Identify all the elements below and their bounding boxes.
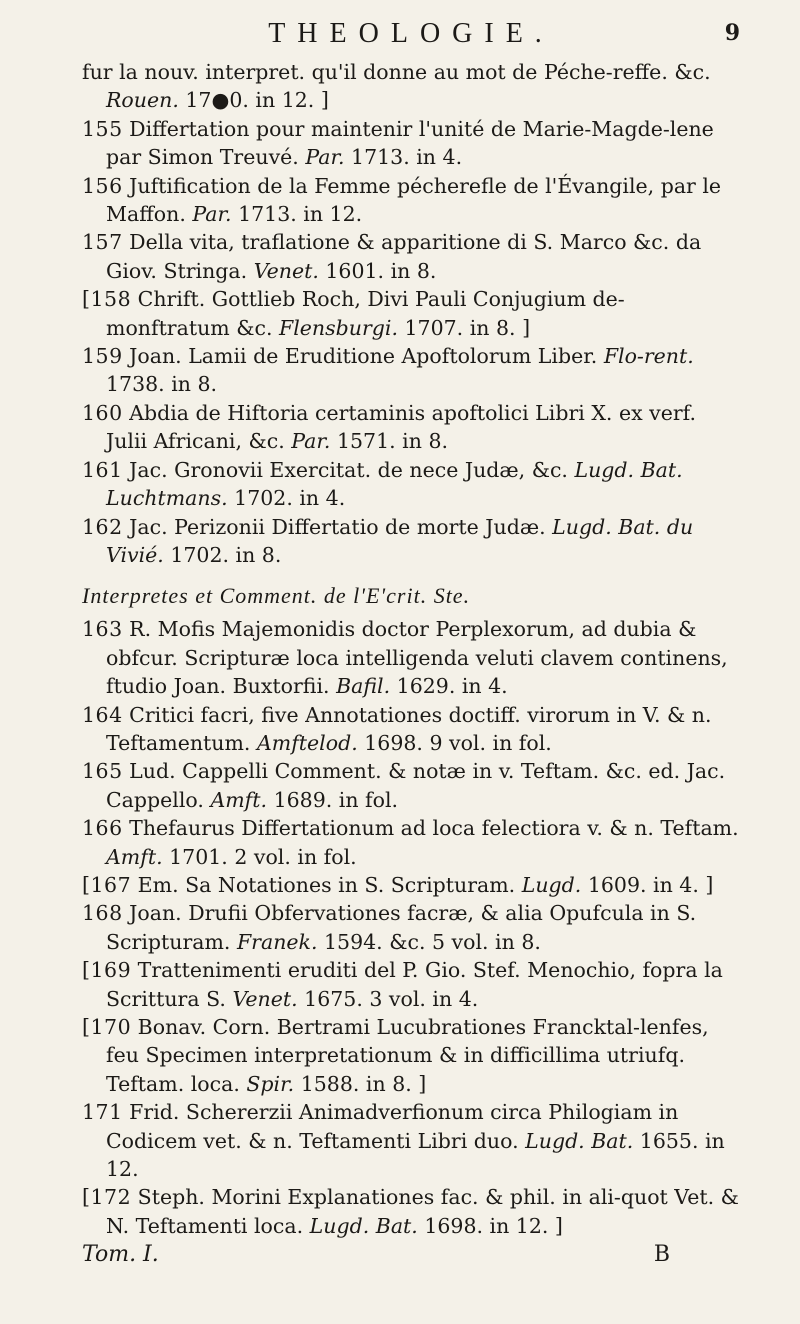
section-heading: Interpretes et Comment. de l'E'crit. Ste. (82, 583, 471, 609)
entry-imprint: 1609. in 4. ] (587, 872, 714, 897)
entry-number: [169 (82, 958, 132, 983)
entry-text: Juftification de la Femme pécherefle de l'Évangile, par le Maffon. (106, 173, 722, 227)
catalogue-entry (82, 172, 740, 229)
catalogue-entry (82, 1098, 740, 1183)
entry-imprint: 1698. 9 vol. in fol. (364, 730, 552, 755)
entry-place: Lugd. Bat. (309, 1213, 418, 1238)
entry-text: Della vita, traflatione & apparitione di S. Marco &c. da Giov. Stringa. (106, 230, 702, 283)
entry-place: Lugd. Bat. (525, 1128, 634, 1153)
catalogue-entry (82, 1183, 740, 1240)
entry-number: 161 (82, 457, 123, 482)
catalogue-entry (82, 58, 740, 115)
entry-number: 163 (82, 617, 123, 642)
entry-place: Par. (291, 429, 331, 454)
entry-place: Amft. (210, 787, 268, 812)
catalogue-entry (82, 456, 740, 513)
entry-text: Lud. Cappelli Comment. & notæ in v. Teftam. &c. ed. Jac. Cappello. (106, 759, 726, 812)
entry-text: Abdia de Hiftoria certaminis apoftolici Libri X. ex verf. Julii Africani, &c. (106, 400, 697, 454)
entry-place: Amft. (106, 844, 163, 869)
entry-imprint: 17●0. in 12. ] (185, 88, 329, 113)
entry-number: [167 (82, 872, 132, 897)
entry-list-bottom (82, 615, 740, 1240)
catalogue-entry (82, 115, 740, 172)
entry-number: 156 (82, 173, 123, 198)
entry-imprint: 1588. in 8. ] (300, 1071, 427, 1096)
entry-text: Chrift. Gottlieb Roch, Divi Pauli Conjugium de-monftratum &c. (106, 287, 625, 340)
entry-place: Amftelod. (256, 730, 358, 755)
catalogue-entry (82, 615, 740, 700)
catalogue-entry (82, 1013, 740, 1098)
catalogue-entry (82, 814, 740, 871)
entry-place: Lugd. (521, 872, 582, 897)
entry-text: fur la nouv. interpret. qu'il donne au mot de Péche-reffe. &c. (82, 60, 711, 84)
entry-text: Steph. Morini Explanationes fac. & phil. in ali-quot Vet. & N. Teftamenti loca. (106, 1185, 739, 1238)
entry-imprint: 1702. in 4. (234, 486, 346, 511)
catalogue-entry (82, 513, 740, 570)
entry-imprint: 1675. 3 vol. in 4. (304, 986, 479, 1011)
catalogue-entry (82, 701, 740, 758)
entry-imprint: 1713. in 4. (351, 145, 463, 170)
catalogue-entry (82, 899, 740, 956)
entry-number: 162 (82, 514, 123, 539)
entry-imprint: 1713. in 12. (238, 202, 363, 227)
entry-place: Flo-rent. (603, 344, 694, 369)
catalogue-entry (82, 956, 740, 1013)
entry-text: R. Mofis Majemonidis doctor Perplexorum, ad dubia & obfcur. Scripturæ loca intelligenda veluti clavem continens, ftudio Joan. Buxtorfii. (106, 617, 728, 699)
entry-imprint: 1594. &c. 5 vol. in 8. (324, 929, 541, 954)
entry-imprint: 1689. in fol. (273, 787, 399, 812)
entry-place: Franek. (236, 929, 318, 954)
catalogue-entry (82, 757, 740, 814)
entry-place: Rouen. (106, 88, 179, 113)
entry-text: Joan. Drufii Obfervationes facræ, & alia Opufcula in S. Scripturam. (106, 901, 697, 954)
entry-imprint: 1655. in 12. (106, 1128, 725, 1182)
entry-number: [158 (82, 287, 132, 312)
entry-number: 166 (82, 816, 123, 841)
entry-number: 159 (82, 344, 123, 369)
entry-place: Flensburgi. (279, 315, 398, 340)
entry-text: Jac. Perizonii Differtatio de morte Judæ. (129, 514, 546, 539)
running-title: THEOLOGIE. (268, 18, 554, 49)
entry-number: 157 (82, 230, 123, 255)
running-head (82, 18, 740, 58)
entry-number: 164 (82, 702, 123, 727)
volume-mark: Tom. I. (82, 1242, 159, 1268)
entry-place: Spir. (246, 1071, 295, 1096)
entry-text: Jac. Gronovii Exercitat. de nece Judæ, &c. (129, 457, 568, 482)
entry-place: Par. (192, 202, 232, 227)
entry-number: [170 (82, 1015, 132, 1039)
entry-imprint: 1707. in 8. ] (404, 315, 531, 340)
entry-number: 165 (82, 759, 123, 784)
catalogue-entry (82, 871, 740, 899)
catalogue-entry (82, 399, 740, 456)
entry-number: [172 (82, 1185, 132, 1210)
page-number: 9 (724, 20, 740, 46)
catalogue-entry (82, 342, 740, 399)
entry-number: 155 (82, 116, 123, 141)
entry-list-top (82, 58, 740, 569)
entry-text: Trattenimenti eruditi del P. Gio. Stef. Menochio, fopra la Scrittura S. (106, 958, 723, 1011)
catalogue-entry (82, 285, 740, 342)
entry-place: Bafil. (336, 674, 391, 699)
entry-imprint: 1629. in 4. (396, 674, 508, 699)
entry-imprint: 1571. in 8. (336, 429, 449, 454)
entry-number: 171 (82, 1100, 123, 1125)
entry-text: Frid. Schererzii Animadverfionum circa Philogiam in Codicem vet. & n. Teftamenti Libri duo. (106, 1100, 679, 1153)
entry-imprint: 1738. in 8. (106, 372, 218, 397)
entry-number: 160 (82, 400, 123, 425)
entry-text: Differtation pour maintenir l'unité de Marie-Magde-lene par Simon Treuvé. (106, 116, 714, 170)
entry-place: Par. (305, 145, 345, 170)
entry-text: Joan. Lamii de Eruditione Apoftolorum Liber. (129, 344, 598, 369)
entry-text: Em. Sa Notationes in S. Scripturam. (137, 872, 516, 897)
entry-place: Lugd. Bat. Luchtmans. (106, 457, 683, 511)
entry-imprint: 1702. in 8. (170, 542, 282, 567)
catalogue-entry (82, 228, 740, 285)
entry-imprint: 1701. 2 vol. in fol. (169, 844, 357, 869)
entry-imprint: 1698. in 12. ] (424, 1213, 563, 1238)
entry-place: Venet. (232, 986, 298, 1011)
entry-number: 168 (82, 901, 123, 926)
entry-text: Bonav. Corn. Bertrami Lucubrationes Francktal-lenfes, feu Specimen interpretationum & in difficillima utriufq. Teftam. loca. (106, 1015, 709, 1096)
entry-text: Thefaurus Differtationum ad loca felectiora v. & n. Teftam. (129, 816, 739, 841)
entry-text: Critici facri, five Annotationes doctiff. virorum in V. & n. Teftamentum. (106, 702, 712, 755)
signature-mark: B (653, 1242, 670, 1268)
page-footer (82, 1242, 740, 1270)
entry-place: Lugd. Bat. du Vivié. (106, 514, 694, 567)
entry-place: Venet. (253, 258, 319, 283)
entry-imprint: 1601. in 8. (325, 258, 437, 283)
